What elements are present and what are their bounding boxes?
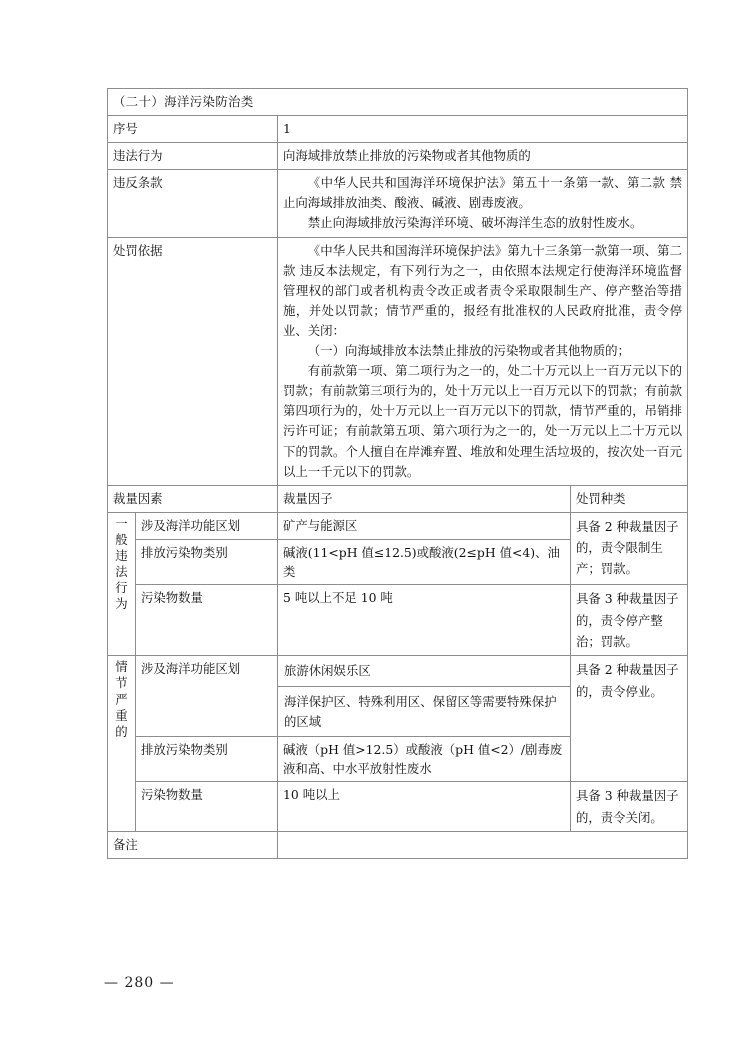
factor-value: 矿产与能源区 [278,512,571,539]
table-row [108,89,688,116]
violation-value: 向海域排放禁止排放的污染物或者其他物质的 [278,143,688,170]
clause-paragraph-1: 《中华人民共和国海洋环境保护法》第五十一条第一款、第二款 禁止向海域排放油类、酸液、碱液、剧毒废液。 [283,175,683,211]
factor-value: 旅游休闲娱乐区 [278,656,570,687]
penalty-serious-3factors: 具备 3 种裁量因子的，责令关闭。 [571,782,688,832]
factor-value: 碱液（pH 值>12.5）或酸液（pH 值<2）/剧毒废液和高、中水平放射性废水 [278,736,571,781]
factor-value: 10 吨以上 [278,782,571,832]
category-char: 行 [115,580,128,596]
clause-paragraph-2: 禁止向海域排放污染海洋环境、破坏海洋生态的放射性废水。 [307,215,643,231]
violated-clause-value [278,170,688,237]
discretion-subfactor-header: 裁量因子 [278,485,571,512]
basis-paragraph-3: 有前款第一项、第二项行为之一的，处二十万元以上一百万元以下的罚款；有前款第三项行为的，处十万元以上一百万元以下的罚款；有前款第四项行为的，处十万元以上一百万元以下的罚款，情节严重的，吊销排污许可证；有前款第五项、第六项行为之一的，处一万元以上二十万元以下的罚款。个人擅自在岸滩弃置、堆放和处理生活垃圾的，按次处一百元以上一千元以下的罚款。 [283,363,683,479]
factor-name: 涉及海洋功能区划 [136,512,278,539]
penalty-general-2factors: 具备 2 种裁量因子的，责令限制生产；罚款。 [571,512,688,585]
table-row [108,656,688,737]
factor-value: 5 吨以上不足 10 吨 [278,585,571,656]
category-general-violation [108,512,136,656]
table-row [108,585,688,656]
remark-value [278,831,688,858]
category-char: 法 [115,564,128,580]
violated-clause-label: 违反条款 [108,170,278,237]
discretion-factor-header: 裁量因素 [108,485,278,512]
penalty-general-3factors: 具备 3 种裁量因子的，责令停产整治；罚款。 [571,585,688,656]
basis-paragraph-1: 《中华人民共和国海洋环境保护法》第九十三条第一款第一项、第二款 违反本法规定，有下列行为之一，由依照本法规定行使海洋环境监督管理权的部门或者机构责令改正或者责令采取限制生产、停产整治等措施，并处以罚款；情节严重的，报经有批准权的人民政府批准，责令停业、关闭： [283,242,683,338]
table-row [108,116,688,143]
serial-number-label: 序号 [108,116,278,143]
penalty-basis-label: 处罚依据 [108,237,278,485]
table-row [108,512,688,539]
category-char: 重 [115,707,128,723]
table-row [108,170,688,237]
factor-name: 污染物数量 [136,585,278,656]
factor-value-subtable [278,656,570,736]
category-char: 为 [115,596,128,612]
basis-paragraph-2: （一）向海域排放本法禁止排放的污染物或者其他物质的； [307,343,630,359]
factor-name: 涉及海洋功能区划 [136,656,278,737]
penalty-serious-2factors: 具备 2 种裁量因子的，责令停业。 [571,656,688,782]
penalty-type-header: 处罚种类 [571,485,688,512]
factor-name: 污染物数量 [136,782,278,832]
table-row [108,237,688,485]
factor-value: 海洋保护区、特殊利用区、保留区等需要特殊保护的区域 [284,694,557,729]
factor-name: 排放污染物类别 [136,539,278,584]
category-char: 节 [115,675,128,691]
category-char: 严 [115,691,128,707]
table-row [108,485,688,512]
factor-value-group [278,656,571,737]
page-number: — 280 — [104,975,175,991]
list-item [278,656,570,687]
table-row [108,143,688,170]
penalty-discretion-table [107,88,688,859]
serial-number-value: 1 [278,116,688,143]
factor-value: 碱液(11<pH 值≤12.5)或酸液(2≤pH 值<4)、油类 [278,539,571,584]
category-char: 情 [115,659,128,675]
table-row [108,782,688,832]
remark-label: 备注 [108,831,278,858]
table-row [108,831,688,858]
penalty-basis-value [278,237,688,485]
category-char: 的 [115,723,128,739]
category-char: 一 [115,515,128,531]
violation-label: 违法行为 [108,143,278,170]
category-char: 般 [115,531,128,547]
list-item [278,687,570,736]
category-serious-violation [108,656,136,832]
category-char: 违 [115,548,128,564]
section-title: （二十）海洋污染防治类 [108,89,688,116]
factor-name: 排放污染物类别 [136,736,278,781]
